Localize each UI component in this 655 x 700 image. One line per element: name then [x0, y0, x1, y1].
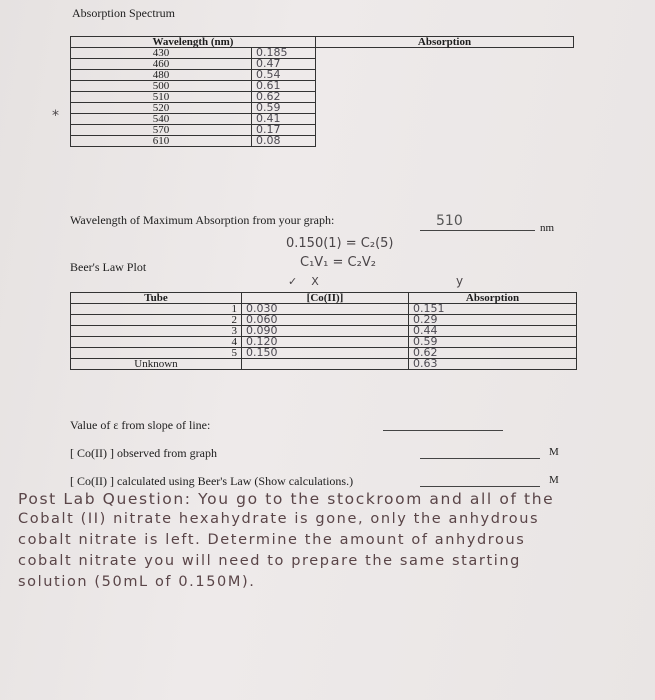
wavelength-cell: 540 — [71, 114, 252, 124]
col-tube-header: Tube — [71, 293, 242, 304]
beers-absorption-value: 0.29 — [409, 315, 577, 326]
spectrum-row — [71, 125, 574, 136]
conc-cell: 0.060 — [242, 315, 409, 326]
observed-conc-blank — [420, 444, 540, 459]
tube-cell: 1 — [71, 304, 242, 315]
calculated-conc-question: [ Co(II) ] calculated using Beer's Law (Show calculations.) — [70, 474, 354, 488]
beers-row — [71, 337, 577, 348]
epsilon-blank — [383, 416, 503, 431]
tube-cell: Unknown — [71, 359, 242, 370]
star-mark: * — [52, 108, 59, 124]
conc-cell: 0.150 — [242, 348, 409, 359]
wavelength-cell: 480 — [71, 70, 252, 80]
observed-conc-unit: M — [549, 446, 559, 458]
spectrum-absorption-value: 0.62 — [256, 90, 281, 103]
post-lab-line-4: cobalt nitrate you will need to prepare the same starting — [18, 553, 521, 569]
beers-row — [71, 315, 577, 326]
spectrum-row — [71, 81, 574, 92]
beers-row — [71, 359, 577, 370]
beers-law-title: Beer's Law Plot — [70, 260, 147, 274]
spectrum-absorption-value: 0.54 — [256, 68, 281, 81]
spectrum-row — [71, 103, 574, 114]
conc-cell: 0.090 — [242, 326, 409, 337]
tube-cell: 3 — [71, 326, 242, 337]
wavelength-cell: 570 — [71, 125, 252, 135]
spectrum-row-cell — [71, 136, 316, 147]
spectrum-row — [71, 70, 574, 81]
tube-cell: 5 — [71, 348, 242, 359]
spectrum-absorption-value: 0.61 — [256, 79, 281, 92]
wavelength-cell: 510 — [71, 92, 252, 102]
wavelength-cell: 500 — [71, 81, 252, 91]
spectrum-absorption-value: 0.59 — [256, 101, 281, 114]
wavelength-cell: 460 — [71, 59, 252, 69]
conc-cell: 0.120 — [242, 337, 409, 348]
spectrum-table — [70, 36, 574, 147]
col-absorption-header — [316, 37, 574, 48]
max-absorption-label: Wavelength of Maximum Absorption from your graph: — [70, 213, 335, 227]
tube-cell: 2 — [71, 315, 242, 326]
beers-absorption-value: 0.63 — [409, 359, 577, 370]
spectrum-absorption-value: 0.47 — [256, 57, 281, 70]
wavelength-cell: 610 — [71, 136, 252, 146]
scratch-line-1: 0.150(1) = C₂(5) — [286, 236, 394, 251]
conc-cell: 0.030 — [242, 304, 409, 315]
beers-absorption-value: 0.62 — [409, 348, 577, 359]
observed-conc-question: [ Co(II) ] observed from graph — [70, 446, 217, 460]
post-lab-line-1: Post Lab Question: You go to the stockroom and all of the — [18, 490, 555, 508]
post-lab-line-2: Cobalt (II) nitrate hexahydrate is gone, only the anhydrous — [18, 511, 540, 527]
beers-row — [71, 326, 577, 337]
spectrum-row — [71, 114, 574, 125]
beers-absorption-value: 0.59 — [409, 337, 577, 348]
beers-row — [71, 304, 577, 315]
spectrum-row — [71, 48, 574, 59]
spectrum-absorption-value: 0.08 — [256, 134, 281, 147]
spectrum-row — [71, 136, 574, 147]
scratch-line-2: C₁V₁ = C₂V₂ — [300, 255, 376, 270]
spectrum-absorption-value: 0.17 — [256, 123, 281, 136]
beers-absorption-value: 0.44 — [409, 326, 577, 337]
beers-absorption-value: 0.151 — [409, 304, 577, 315]
post-lab-line-3: cobalt nitrate is left. Determine the amount of anhydrous — [18, 532, 526, 548]
calculated-conc-unit: M — [549, 474, 559, 486]
col-conc-header: [Co(II)] — [242, 293, 409, 304]
max-absorption-value: 510 — [436, 213, 463, 229]
max-absorption-unit: nm — [540, 222, 555, 234]
conc-cell — [242, 359, 409, 370]
wavelength-cell: 430 — [71, 48, 252, 58]
scratch-marks: ✓ X — [288, 275, 319, 288]
scratch-y: y — [456, 274, 464, 288]
tube-cell: 4 — [71, 337, 242, 348]
spectrum-row — [71, 59, 574, 70]
spectrum-absorption-value: 0.41 — [256, 112, 281, 125]
spectrum-row — [71, 92, 574, 103]
wavelength-cell: 520 — [71, 103, 252, 113]
absorption-header-label: Absorption — [417, 36, 472, 48]
col-wavelength-header: Wavelength (nm) — [71, 37, 316, 48]
beers-row — [71, 348, 577, 359]
calculated-conc-blank — [420, 472, 540, 487]
beers-law-table — [70, 292, 577, 370]
absorption-spectrum-title: Absorption Spectrum — [72, 6, 175, 20]
beers-header-row — [71, 293, 577, 304]
spectrum-absorption-value: 0.185 — [256, 46, 288, 59]
col-absorption-header-2: Absorption — [409, 293, 577, 304]
epsilon-question: Value of ε from slope of line: — [70, 418, 211, 432]
post-lab-line-5: solution (50mL of 0.150M). — [18, 574, 256, 590]
